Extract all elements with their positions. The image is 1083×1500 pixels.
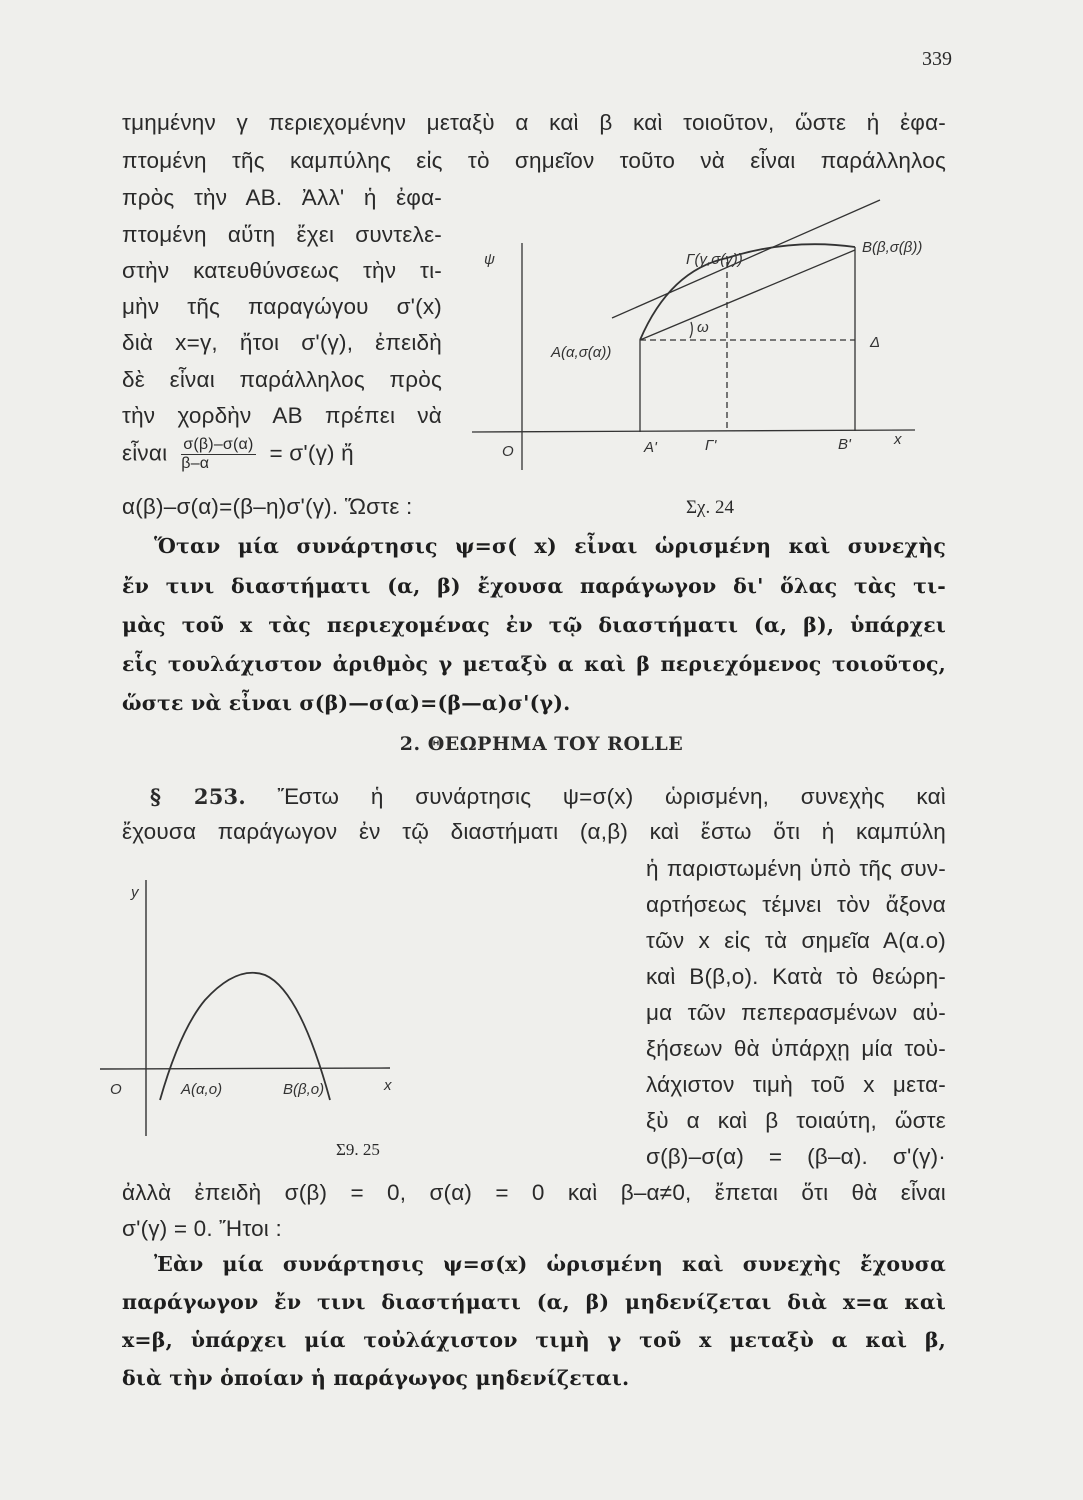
section-number: § 253. [150,784,246,809]
label-delta: Δ [870,334,881,351]
theorem-line: ἔν τινι διαστήματι (α, β) ἔχουσα παράγωγον δι' ὅλας τὰς τι- [122,574,946,598]
text-line: α(β)–σ(α)=(β–η)σ'(γ). Ὥστε : [122,494,413,519]
fig25-x-axis [100,1068,390,1069]
text-line: μὴν τῆς παραγώγου σ'(x) [122,294,442,319]
text-line: σ'(γ) = 0. Ἤτοι : [122,1216,282,1241]
text-line: σ(β)–σ(α) = (β–α). σ'(γ)· [646,1144,946,1169]
theorem-line: Ἐὰν μία συνάρτησις ψ=σ(x) ὡρισμένη καὶ συνεχὴς ἔχουσα [154,1252,946,1276]
formula-prefix: εἶναι [122,440,168,466]
omega-arc [690,322,692,338]
text-line: καὶ Β(β,ο). Κατὰ τὸ θεώρη- [646,964,946,989]
fraction-denominator: β–α [181,455,210,472]
text-line: πτομένη τῆς καμπύλης εἰς τὸ σημεῖον τοῦτο νὰ εἶναι παράλληλος [122,148,946,173]
fraction-numerator: σ(β)–σ(α) [183,436,254,453]
fig25-label-a: A(α,ο) [181,1081,223,1098]
text-line: αρτήσεως τέμνει τὸν ἄξονα [646,892,946,917]
theorem-line: Ὅταν μία συνάρτησις ψ=σ( x) εἶναι ὡρισμένη καὶ συνεχὴς [154,534,946,558]
label-omega: ω [697,319,709,336]
theorem-line: μὰς τοῦ x τὰς περιεχομένας ἐν τῷ διαστήματι (α, β), ὑπάρχει [122,613,946,637]
page-number: 339 [922,48,952,70]
fig25-label-b: B(β,ο) [283,1081,325,1098]
text-line: ἡ παριστωμένη ὑπὸ τῆς συν- [646,856,946,881]
x-axis [472,430,915,432]
figure-24-caption: Σχ. 24 [686,497,734,518]
text-line: ξήσεων θὰ ὑπάρχῃ μία τοὺ- [646,1036,946,1061]
text-line: λάχιστον τιμὴ τοῦ x μετα- [646,1072,946,1097]
theorem-line: x=β, ὑπάρχει μία τοὐλάχιστον τιμὴ γ τοῦ x μεταξὺ α καὶ β, [122,1328,946,1352]
label-b-prime: Β' [838,436,851,453]
label-y: ψ [484,251,495,268]
text-line: ἀλλὰ ἐπειδὴ σ(β) = 0, σ(α) = 0 καὶ β–α≠0, ἔπεται ὅτι θὰ εἶναι [122,1180,946,1205]
label-b: Β(β,σ(β)) [862,239,923,256]
text-line: ἔχουσα παράγωγον ἐν τῷ διαστήματι (α,β) καὶ ἔστω ὅτι ἡ καμπύλη [122,819,946,844]
text-line: πτομένη αὕτη ἔχει συντελε- [122,222,442,247]
label-x: x [894,431,902,448]
label-gamma-prime: Γ' [705,437,717,454]
chord-ab [640,250,855,340]
label-origin: O [502,443,514,460]
fig25-label-y: y [131,884,139,901]
theorem-line: διὰ τὴν ὁποίαν ἡ παράγωγος μηδενίζεται. [122,1366,630,1390]
text-line: στὴν κατευθύνσεως τὴν τι- [122,258,442,283]
text-line: δὲ εἶναι παράλληλος πρὸς [122,367,442,392]
section-heading: 2. ΘΕΩΡΗΜΑ ΤΟΥ ROLLE [399,733,684,755]
label-a: Α(α,σ(α)) [551,344,612,361]
label-gamma: Γ(γ,σ(γ)) [686,251,743,268]
text-line: ξὺ α καὶ β τοιαύτη, ὥστε [646,1108,946,1133]
section-line [150,784,946,810]
formula-suffix: = σ'(γ) ἤ [269,440,354,466]
tangent-line [612,200,880,318]
text-line: τὴν χορδὴν ΑΒ πρέπει νὰ [122,403,442,428]
text-line: πρὸς τὴν ΑΒ. Ἀλλ' ἡ ἐφα- [122,185,442,210]
theorem-line: εἷς τουλάχιστον ἀριθμὸς γ μεταξὺ α καὶ β περιεχόμενος τοιοῦτος, [122,652,946,676]
fig25-label-x: x [384,1077,392,1094]
text-line: μα τῶν πεπερασμένων αὐ- [646,1000,946,1025]
fig25-label-origin: O [110,1081,122,1098]
theorem-line: παράγωγον ἔν τινι διαστήματι (α, β) μηδενίζεται διὰ x=α καὶ [122,1290,946,1314]
section-text: Ἔστω ἡ συνάρτησις ψ=σ(x) ὡρισμένη, συνεχὴς καὶ [277,784,947,809]
theorem-line: ὥστε νὰ εἶναι σ(β)—σ(α)=(β—α)σ'(γ). [122,691,571,715]
text-line: τῶν x εἰς τὰ σημεῖα Α(α.ο) [646,928,946,953]
figure-25-caption: Σ9. 25 [336,1140,380,1159]
text-line: διὰ x=γ, ἤτοι σ'(γ), ἐπειδὴ [122,330,442,355]
label-a-prime: Α' [644,439,657,456]
text-line: τμημένην γ περιεχομένην μεταξὺ α καὶ β καὶ τοιοῦτον, ὥστε ἡ ἐφα- [122,110,946,135]
